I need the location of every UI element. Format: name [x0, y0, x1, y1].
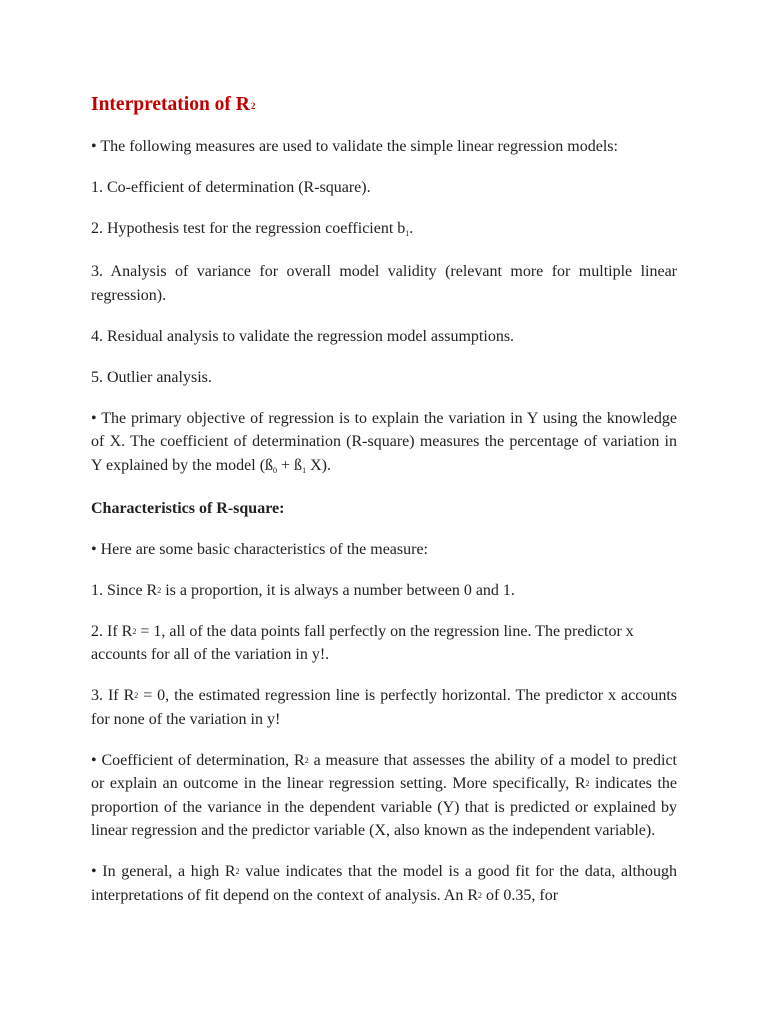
coefficient-paragraph — [91, 749, 677, 843]
characteristic-item-2-sup: 2 — [132, 626, 137, 636]
objective-paragraph — [91, 407, 677, 480]
section-heading: Characteristics of R-square: — [91, 499, 285, 517]
characteristics-intro: • Here are some basic characteristics of the measure: — [91, 540, 428, 558]
measure-item-3: 3. Analysis of variance for overall model validity (relevant more for multiple linear regression). — [91, 263, 677, 304]
page-title — [91, 92, 677, 118]
characteristic-item-3-b: = 0, the estimated regression line is perfectly horizontal. The predictor x accounts for none of the variation in y! — [91, 687, 678, 728]
characteristic-item-2-b: = 1, all of the data points fall perfectly on the regression line. The predictor x accounts for all of the variation in y!. — [91, 622, 634, 663]
general-sup-1: 2 — [235, 867, 240, 876]
measure-item-2-subscript: 1 — [405, 229, 410, 238]
coefficient-sup-2: 2 — [585, 779, 590, 788]
general-text-b: value indicates that the model is a good fit for the data, although interpretations of fit depend on the context of analysis. An R — [91, 863, 677, 904]
page-title-text: Interpretation of R — [91, 94, 250, 115]
coefficient-text-c: indicates the proportion of the variance in the dependent variable (Y) that is predicted or explained by linear regression and the predictor variable (X, also known as the independent variable). — [91, 775, 678, 839]
coefficient-text-a: • Coefficient of determination, R — [91, 751, 305, 769]
coefficient-sup-1: 2 — [304, 755, 309, 765]
beta1-subscript: 1 — [302, 465, 307, 475]
beta0-subscript: 0 — [273, 465, 278, 475]
measure-item-4: 4. Residual analysis to validate the regression model assumptions. — [91, 327, 515, 345]
characteristic-item-3 — [91, 684, 677, 731]
general-paragraph — [91, 860, 677, 907]
measure-item-5: 5. Outlier analysis. — [91, 368, 212, 386]
measure-item-2 — [91, 217, 677, 243]
characteristic-item-3-sup: 2 — [134, 691, 139, 700]
objective-plus: + ß — [277, 456, 303, 474]
general-text-c: of 0.35, for — [482, 886, 559, 904]
characteristic-item-1 — [91, 579, 677, 603]
coefficient-text-b: a measure that assesses the ability of a model to predict or explain an outcome in the linear regression setting. More specifically, R — [91, 751, 677, 792]
characteristic-item-1-b: is a proportion, it is always a number between 0 and 1. — [161, 581, 515, 599]
page-title-superscript: 2 — [250, 101, 256, 111]
measure-item-2-end: . — [409, 220, 414, 237]
general-sup-2: 2 — [478, 890, 483, 900]
characteristic-item-2 — [91, 620, 677, 667]
measure-item-2-text: 2. Hypothesis test for the regression coefficient b — [91, 220, 406, 237]
characteristic-item-1-sup: 2 — [157, 585, 162, 595]
measure-item-1: 1. Co-efficient of determination (R-square). — [91, 179, 371, 196]
characteristic-item-1-a: 1. Since R — [91, 581, 158, 599]
objective-end: X). — [306, 456, 331, 474]
characteristic-item-3-a: 3. If R — [91, 687, 135, 704]
general-text-a: • In general, a high R — [91, 863, 236, 880]
objective-text: • The primary objective of regression is to explain the variation in Y using the knowledge of X. The coefficient of determination (R-square) measures the percentage of variation in Y explained by the model (ß — [91, 409, 677, 474]
document-page — [91, 92, 677, 925]
intro-paragraph: • The following measures are used to validate the simple linear regression models: — [91, 138, 618, 155]
characteristic-item-2-a: 2. If R — [91, 622, 133, 640]
